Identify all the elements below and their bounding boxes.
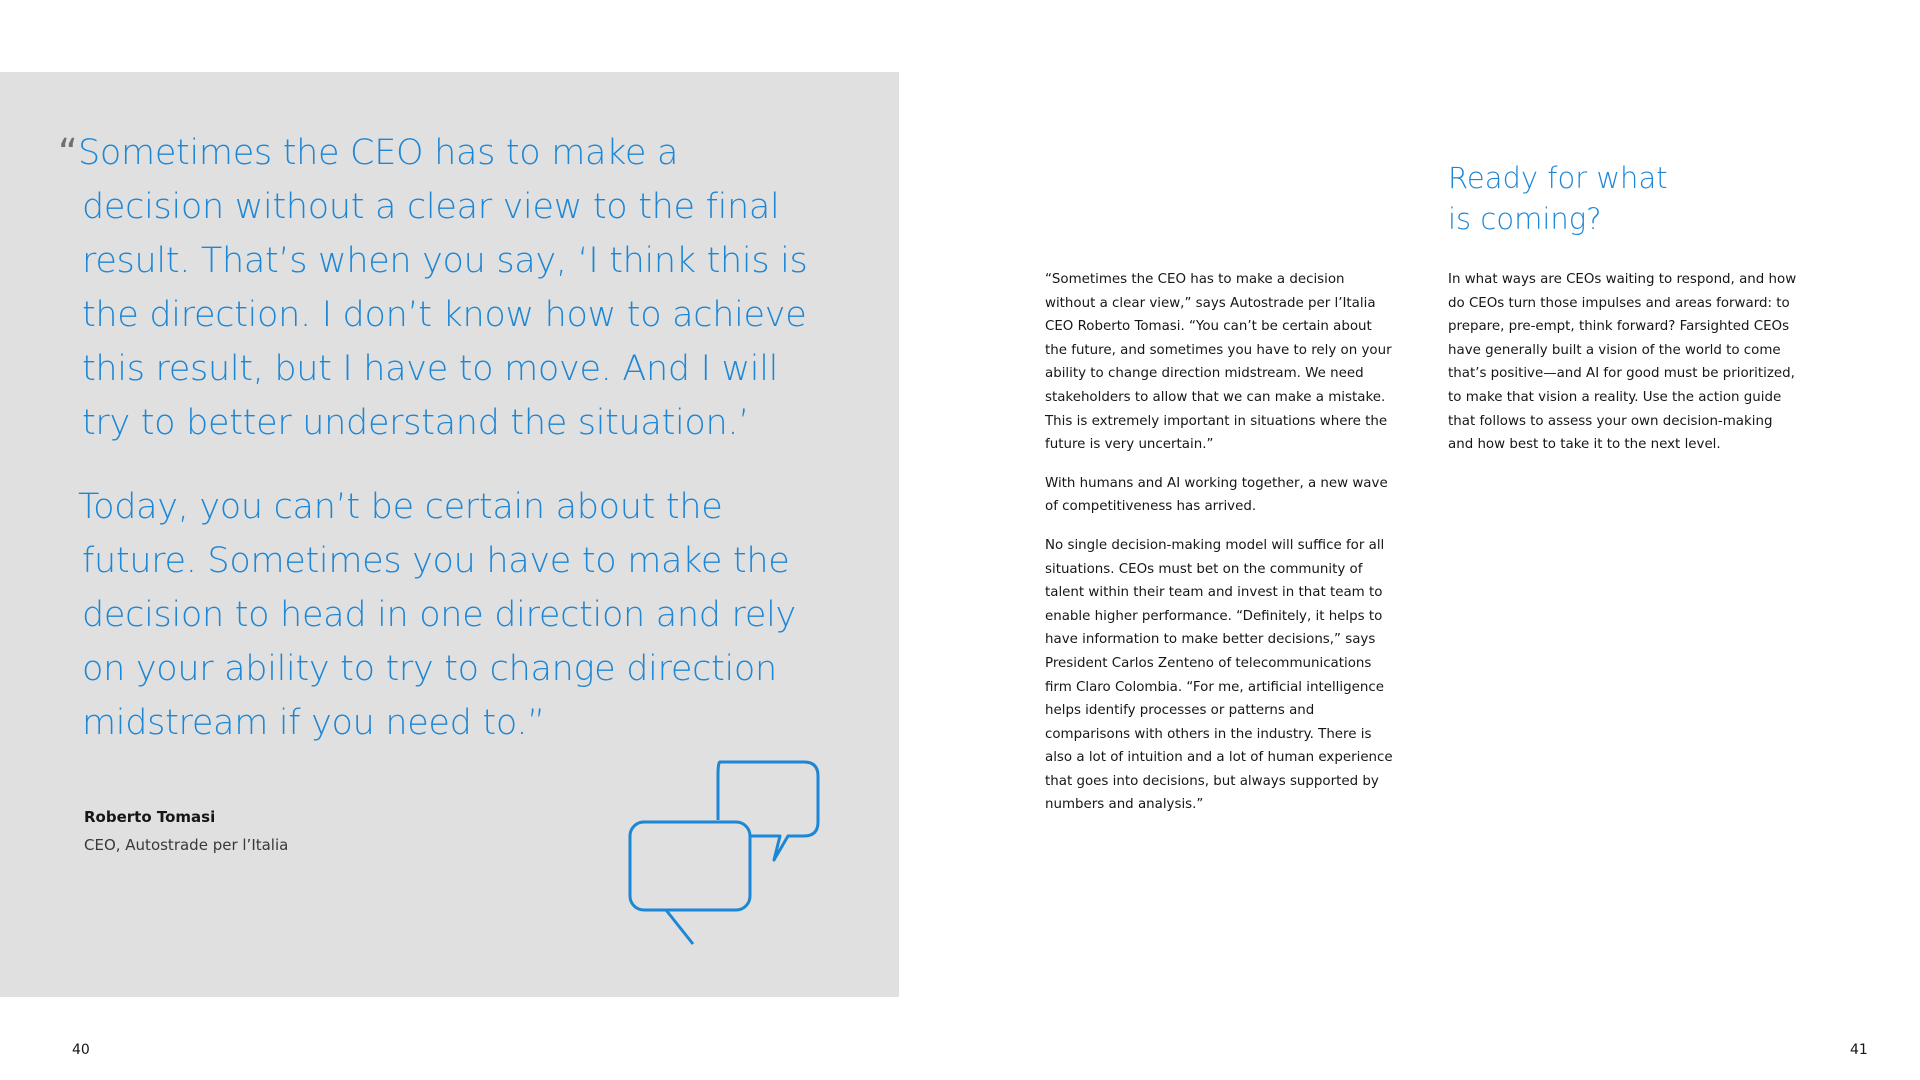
quote-line: try to better understand the situation.’ [82, 403, 750, 443]
attribution-name: Roberto Tomasi [84, 808, 216, 826]
text-line: With humans and AI working together, a new wave [1045, 475, 1388, 491]
text-line: talent within their team and invest in that team to [1045, 585, 1383, 601]
quote-line: decision without a clear view to the final [82, 187, 780, 227]
page-number-right: 41 [1850, 1042, 1868, 1058]
paragraph [1448, 268, 1798, 457]
text-line: that goes into decisions, but always supported by [1045, 773, 1379, 789]
text-line: also a lot of intuition and a lot of human experience [1045, 750, 1393, 766]
text-line: numbers and analysis.” [1045, 797, 1204, 813]
paragraph [1045, 268, 1395, 457]
right-text-column [1448, 268, 1798, 472]
text-line: comparisons with others in the industry. There is [1045, 726, 1372, 742]
paragraph [1045, 534, 1395, 817]
text-line: No single decision-making model will suffice for all [1045, 537, 1385, 553]
attribution-title: CEO, Autostrade per l’Italia [84, 836, 289, 854]
back-bubble-top-icon [718, 762, 720, 820]
text-line: CEO Roberto Tomasi. “You can’t be certain about [1045, 319, 1372, 335]
quote-line: future. Sometimes you have to make the [82, 541, 790, 581]
heading-line: Ready for what [1448, 161, 1668, 195]
text-line: without a clear view,” says Autostrade per l’Italia [1045, 295, 1376, 311]
section-heading [1448, 158, 1778, 240]
quote-line: the direction. I don’t know how to achieve [82, 295, 807, 335]
text-line: have generally built a vision of the world to come [1448, 342, 1781, 358]
text-line: to make that vision a reality. Use the action guide [1448, 389, 1782, 405]
quote-line: midstream if you need to.” [82, 703, 545, 743]
paragraph [1045, 472, 1395, 519]
text-line: “Sometimes the CEO has to make a decision [1045, 272, 1345, 287]
text-line: This is extremely important in situations where the [1045, 413, 1388, 429]
text-line: President Carlos Zenteno of telecommunications [1045, 655, 1372, 671]
text-line: In what ways are CEOs waiting to respond, and how [1448, 272, 1797, 287]
text-line: have information to make better decisions,” says [1045, 632, 1376, 648]
speech-bubbles-icon [628, 760, 824, 950]
text-line: situations. CEOs must bet on the community of [1045, 561, 1363, 577]
text-line: that’s positive—and AI for good must be prioritized, [1448, 366, 1795, 382]
left-text-column [1045, 268, 1395, 832]
quote-line: this result, but I have to move. And I will [82, 349, 779, 389]
quote-line: Sometimes the CEO has to make a [78, 133, 679, 173]
text-line: ability to change direction midstream. We need [1045, 366, 1364, 382]
text-line: do CEOs turn those impulses and areas forward: to [1448, 295, 1790, 311]
front-bubble-tail-icon [666, 910, 693, 944]
text-line: prepare, pre-empt, think forward? Farsighted CEOs [1448, 319, 1790, 335]
text-line: enable higher performance. “Definitely, it helps to [1045, 608, 1383, 624]
heading-line: is coming? [1448, 202, 1602, 236]
back-bubble-icon [720, 762, 818, 860]
text-line: of competitiveness has arrived. [1045, 499, 1257, 515]
quote-line: decision to head in one direction and rely [82, 595, 796, 635]
text-line: the future, and sometimes you have to rely on your [1045, 342, 1392, 358]
text-line: stakeholders to allow that we can make a mistake. [1045, 389, 1386, 405]
page-number-left: 40 [72, 1042, 90, 1058]
quote-open-mark: “ [58, 131, 78, 175]
front-bubble-icon [630, 822, 750, 910]
text-line: and how best to take it to the next level. [1448, 437, 1721, 453]
text-line: that follows to assess your own decision-making [1448, 413, 1773, 429]
text-line: firm Claro Colombia. “For me, artificial intelligence [1045, 679, 1384, 695]
quote-line: Today, you can’t be certain about the [78, 487, 723, 527]
quote-line: on your ability to try to change direction [82, 649, 777, 689]
text-line: helps identify processes or patterns and [1045, 703, 1315, 719]
quote-line: result. That’s when you say, ‘I think this is [82, 241, 808, 281]
text-line: future is very uncertain.” [1045, 437, 1214, 453]
